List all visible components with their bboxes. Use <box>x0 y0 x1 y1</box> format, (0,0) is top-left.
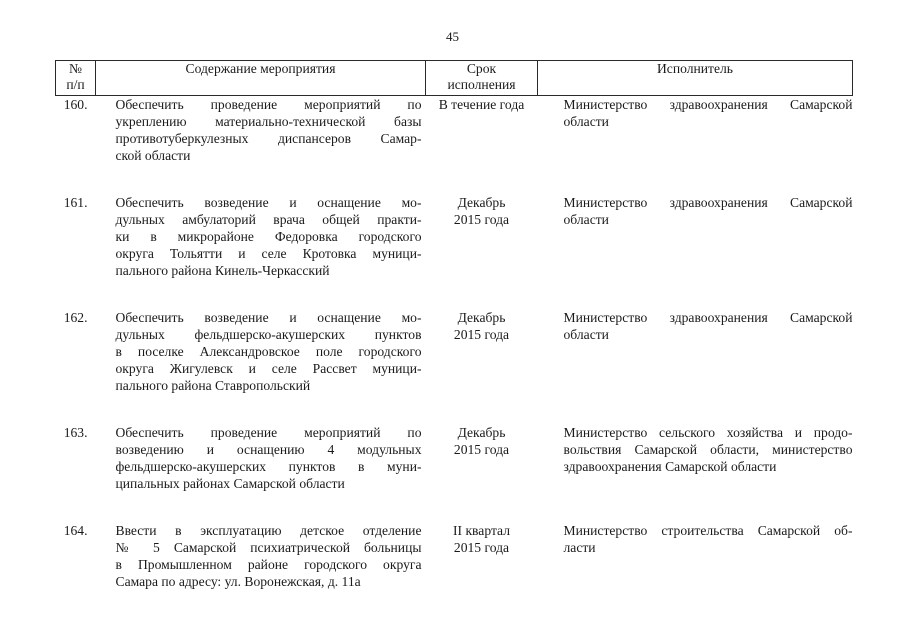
executor-line: области <box>563 114 609 129</box>
execution-term-line: Декабрь <box>457 195 506 210</box>
execution-term-line: 2015 года <box>453 442 510 457</box>
measure-content-line: возведению и оснащению 4 модульных <box>115 442 422 457</box>
table-row <box>56 522 853 620</box>
measure-content <box>96 522 426 620</box>
measure-content-line: Обеспечить возведение и оснащение мо- <box>115 310 422 325</box>
measure-content-line: пального района Ставропольский <box>115 378 311 393</box>
executor <box>538 424 853 522</box>
measure-content-line: дульных амбулаторий врача общей практи- <box>115 212 422 227</box>
execution-term-line: II квартал <box>453 523 510 538</box>
executor <box>538 96 853 195</box>
measure-content-line: ки в микрорайоне Федоровка городского <box>115 229 422 244</box>
measure-content-line: Обеспечить возведение и оснащение мо- <box>115 195 422 210</box>
measure-content-line: в Промышленном районе городского округа <box>115 557 422 572</box>
table-row <box>56 309 853 424</box>
row-number: 160. <box>63 97 88 112</box>
row-number: 164. <box>63 523 88 538</box>
table-row <box>56 194 853 309</box>
executor-line: Министерство здравоохранения Самарской <box>563 310 853 325</box>
executor-line: Министерство здравоохранения Самарской <box>563 97 853 112</box>
executor <box>538 194 853 309</box>
executor-line: Министерство строительства Самарской об- <box>563 523 853 538</box>
executor-line: здравоохранения Самарской области <box>563 459 777 474</box>
measure-content-line: ской области <box>115 148 191 163</box>
measure-content-line: ципальных районах Самарской области <box>115 476 345 491</box>
header-content: Содержание мероприятия <box>96 61 426 96</box>
executor-line: области <box>563 327 609 342</box>
executor <box>538 522 853 620</box>
executor <box>538 309 853 424</box>
execution-term <box>426 96 538 195</box>
measure-content-line: пального района Кинель-Черкасский <box>115 263 330 278</box>
measure-content-line: дульных фельдшерско-акушерских пунктов <box>115 327 422 342</box>
execution-term-line: Декабрь <box>457 425 506 440</box>
measure-content <box>96 96 426 195</box>
execution-term-line: 2015 года <box>453 327 510 342</box>
measure-content-line: округа Жигулевск и селе Рассвет муници- <box>115 361 422 376</box>
table-row <box>56 96 853 195</box>
header-num-line: п/п <box>66 77 85 92</box>
executor-line: Министерство здравоохранения Самарской <box>563 195 853 210</box>
executor-line: ласти <box>563 540 596 555</box>
execution-term-line: 2015 года <box>453 540 510 555</box>
measure-content-line: фельдшерско-акушерских пунктов в муни- <box>115 459 422 474</box>
page-number: 45 <box>446 29 459 44</box>
executor-line: вольствия Самарской области, министерство <box>563 442 853 457</box>
row-number: 161. <box>63 195 88 210</box>
header-executor: Исполнитель <box>538 61 853 96</box>
execution-term-line: 2015 года <box>453 212 510 227</box>
executor-line: области <box>563 212 609 227</box>
execution-term <box>426 309 538 424</box>
header-num <box>56 61 96 96</box>
measure-content-line: Ввести в эксплуатацию детское отделение <box>115 523 422 538</box>
execution-term <box>426 194 538 309</box>
measures-table <box>55 60 853 620</box>
row-number: 162. <box>63 310 88 325</box>
measure-content-line: в поселке Александровское поле городского <box>115 344 422 359</box>
measure-content <box>96 424 426 522</box>
measure-content-line: укреплению материально-технической базы <box>115 114 422 129</box>
header-num-line: № <box>69 61 82 76</box>
execution-term-line: В течение года <box>438 97 525 112</box>
measure-content <box>96 194 426 309</box>
measure-content-line: № 5 Самарской психиатрической больницы <box>115 540 422 555</box>
executor-line: Министерство сельского хозяйства и продо- <box>563 425 853 440</box>
header-term-line: Срок <box>466 61 497 76</box>
row-number: 163. <box>63 425 88 440</box>
measure-content-line: противотуберкулезных диспансеров Самар- <box>115 131 422 146</box>
header-term-line: исполнения <box>447 77 516 92</box>
measure-content-line: округа Тольятти и селе Кротовка муници- <box>115 246 422 261</box>
header-term <box>426 61 538 96</box>
measure-content-line: Обеспечить проведение мероприятий по <box>115 97 422 112</box>
execution-term <box>426 522 538 620</box>
measure-content-line: Самара по адресу: ул. Воронежская, д. 11а <box>115 574 361 589</box>
table-row <box>56 424 853 522</box>
execution-term <box>426 424 538 522</box>
table-header-row <box>56 61 853 96</box>
measure-content <box>96 309 426 424</box>
measure-content-line: Обеспечить проведение мероприятий по <box>115 425 422 440</box>
execution-term-line: Декабрь <box>457 310 506 325</box>
